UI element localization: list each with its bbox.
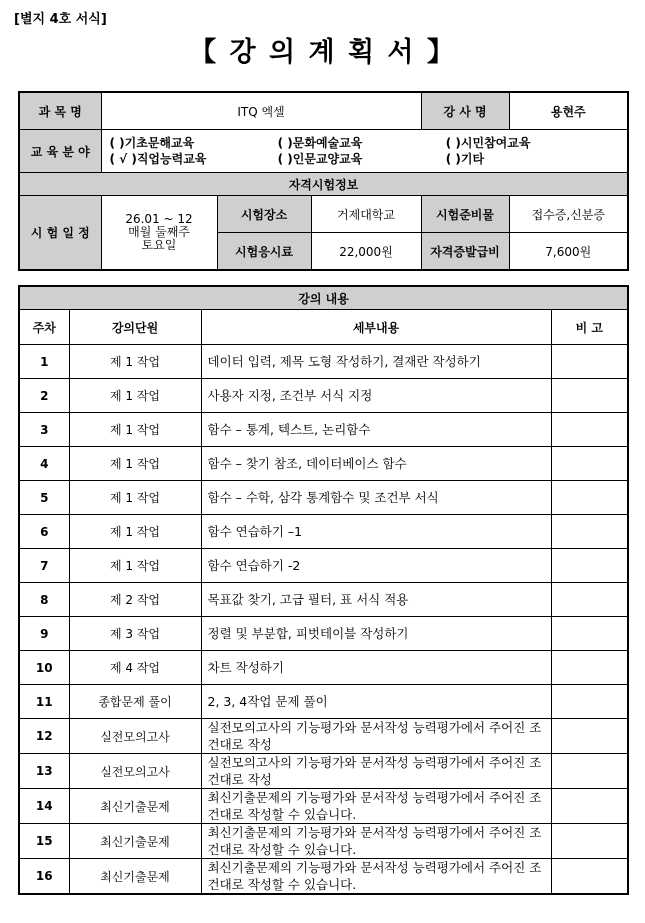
row-week: 2 xyxy=(19,379,69,413)
row-note xyxy=(551,583,628,617)
row-unit: 제 1 작업 xyxy=(69,481,201,515)
row-note xyxy=(551,754,628,789)
row-detail: 데이터 입력, 제목 도형 작성하기, 결재란 작성하기 xyxy=(201,345,551,379)
row-week: 6 xyxy=(19,515,69,549)
row-detail: 함수 – 찾기 참조, 데이터베이스 함수 xyxy=(201,447,551,481)
table-row xyxy=(19,379,628,413)
row-unit: 제 4 작업 xyxy=(69,651,201,685)
row-note xyxy=(551,719,628,754)
instructor-value: 용현주 xyxy=(509,92,628,130)
row-note xyxy=(551,447,628,481)
row-week: 11 xyxy=(19,685,69,719)
table-row xyxy=(19,617,628,651)
row-detail: 정렬 및 부분합, 피벗테이블 작성하기 xyxy=(201,617,551,651)
row-detail: 차트 작성하기 xyxy=(201,651,551,685)
course-info-table xyxy=(18,91,629,271)
row-unit: 실전모의고사 xyxy=(69,754,201,789)
field-option: ( )시민참여교육 xyxy=(445,136,531,150)
table-row xyxy=(19,549,628,583)
cert-fee-label: 자격증발급비 xyxy=(421,233,509,271)
plan-section-title: 강의 내용 xyxy=(19,286,628,310)
field-option: ( )기초문해교육 xyxy=(109,136,195,150)
table-row xyxy=(19,515,628,549)
row-note xyxy=(551,789,628,824)
row-week: 15 xyxy=(19,824,69,859)
exam-schedule-label: 시 험 일 정 xyxy=(19,196,101,271)
exam-fee-value: 22,000원 xyxy=(311,233,421,271)
row-week: 16 xyxy=(19,859,69,895)
exam-schedule-line: 매월 둘째주 xyxy=(128,225,190,239)
exam-schedule-line: 토요일 xyxy=(141,238,177,252)
field-option: ( )기타 xyxy=(445,152,485,166)
row-detail: 최신기출문제의 기능평가와 문서작성 능력평가에서 주어진 조건대로 작성할 수 있습니다. xyxy=(201,824,551,859)
exam-venue-label: 시험장소 xyxy=(217,196,311,233)
row-unit: 제 2 작업 xyxy=(69,583,201,617)
row-detail: 목표값 찾기, 고급 필터, 표 서식 적용 xyxy=(201,583,551,617)
row-unit: 제 1 작업 xyxy=(69,447,201,481)
row-detail: 사용자 지정, 조건부 서식 지정 xyxy=(201,379,551,413)
row-note xyxy=(551,617,628,651)
row-unit: 최신기출문제 xyxy=(69,824,201,859)
row-week: 4 xyxy=(19,447,69,481)
exam-fee-label: 시험응시료 xyxy=(217,233,311,271)
field-options xyxy=(101,130,628,173)
exam-schedule-value xyxy=(101,196,217,271)
course-name-label: 과 목 명 xyxy=(19,92,101,130)
row-detail: 최신기출문제의 기능평가와 문서작성 능력평가에서 주어진 조건대로 작성할 수 있습니다. xyxy=(201,859,551,895)
row-note xyxy=(551,685,628,719)
row-week: 1 xyxy=(19,345,69,379)
header-note: 비 고 xyxy=(551,310,628,345)
lecture-plan-table xyxy=(18,285,629,895)
table-row xyxy=(19,754,628,789)
row-detail: 함수 연습하기 -2 xyxy=(201,549,551,583)
table-row xyxy=(19,789,628,824)
table-row xyxy=(19,583,628,617)
row-unit: 제 1 작업 xyxy=(69,515,201,549)
page-title: 【 강 의 계 획 서 】 xyxy=(189,37,456,68)
table-row xyxy=(19,447,628,481)
row-week: 14 xyxy=(19,789,69,824)
row-note xyxy=(551,345,628,379)
row-detail: 함수 – 통계, 텍스트, 논리함수 xyxy=(201,413,551,447)
row-week: 13 xyxy=(19,754,69,789)
exam-materials-value: 접수증,신분증 xyxy=(509,196,628,233)
table-row xyxy=(19,685,628,719)
row-note xyxy=(551,481,628,515)
row-week: 12 xyxy=(19,719,69,754)
row-unit: 실전모의고사 xyxy=(69,719,201,754)
row-week: 9 xyxy=(19,617,69,651)
row-week: 7 xyxy=(19,549,69,583)
course-name-value: ITQ 엑셀 xyxy=(101,92,421,130)
row-unit: 제 1 작업 xyxy=(69,413,201,447)
row-unit: 제 1 작업 xyxy=(69,549,201,583)
row-detail: 2, 3, 4작업 문제 풀이 xyxy=(201,685,551,719)
row-unit: 종합문제 풀이 xyxy=(69,685,201,719)
header-unit: 강의단원 xyxy=(69,310,201,345)
instructor-label: 강 사 명 xyxy=(421,92,509,130)
table-row xyxy=(19,651,628,685)
row-detail: 최신기출문제의 기능평가와 문서작성 능력평가에서 주어진 조건대로 작성할 수 있습니다. xyxy=(201,789,551,824)
header-detail: 세부내용 xyxy=(201,310,551,345)
header-week: 주차 xyxy=(19,310,69,345)
form-number: [별지 4호 서식] xyxy=(14,12,107,27)
row-note xyxy=(551,859,628,895)
row-detail: 실전모의고사의 기능평가와 문서작성 능력평가에서 주어진 조건대로 작성 xyxy=(201,719,551,754)
row-week: 5 xyxy=(19,481,69,515)
row-detail: 함수 – 수학, 삼각 통계함수 및 조건부 서식 xyxy=(201,481,551,515)
row-week: 10 xyxy=(19,651,69,685)
field-option: ( √ )직업능력교육 xyxy=(109,152,207,166)
table-row xyxy=(19,481,628,515)
field-label: 교 육 분 야 xyxy=(19,130,101,173)
exam-schedule-line: 26.01 ~ 12 xyxy=(125,212,193,226)
table-row xyxy=(19,345,628,379)
row-unit: 최신기출문제 xyxy=(69,859,201,895)
row-unit: 최신기출문제 xyxy=(69,789,201,824)
table-row xyxy=(19,719,628,754)
exam-materials-label: 시험준비물 xyxy=(421,196,509,233)
field-option: ( )문화예술교육 xyxy=(277,136,363,150)
table-row xyxy=(19,824,628,859)
row-week: 3 xyxy=(19,413,69,447)
row-unit: 제 3 작업 xyxy=(69,617,201,651)
table-row xyxy=(19,859,628,895)
row-detail: 실전모의고사의 기능평가와 문서작성 능력평가에서 주어진 조건대로 작성 xyxy=(201,754,551,789)
table-row xyxy=(19,413,628,447)
field-option: ( )인문교양교육 xyxy=(277,152,363,166)
row-detail: 함수 연습하기 –1 xyxy=(201,515,551,549)
row-note xyxy=(551,651,628,685)
row-note xyxy=(551,824,628,859)
row-week: 8 xyxy=(19,583,69,617)
row-note xyxy=(551,515,628,549)
row-unit: 제 1 작업 xyxy=(69,345,201,379)
exam-venue-value: 거제대학교 xyxy=(311,196,421,233)
row-unit: 제 1 작업 xyxy=(69,379,201,413)
cert-fee-value: 7,600원 xyxy=(509,233,628,271)
exam-info-title: 자격시험정보 xyxy=(19,173,628,196)
row-note xyxy=(551,549,628,583)
row-note xyxy=(551,379,628,413)
row-note xyxy=(551,413,628,447)
